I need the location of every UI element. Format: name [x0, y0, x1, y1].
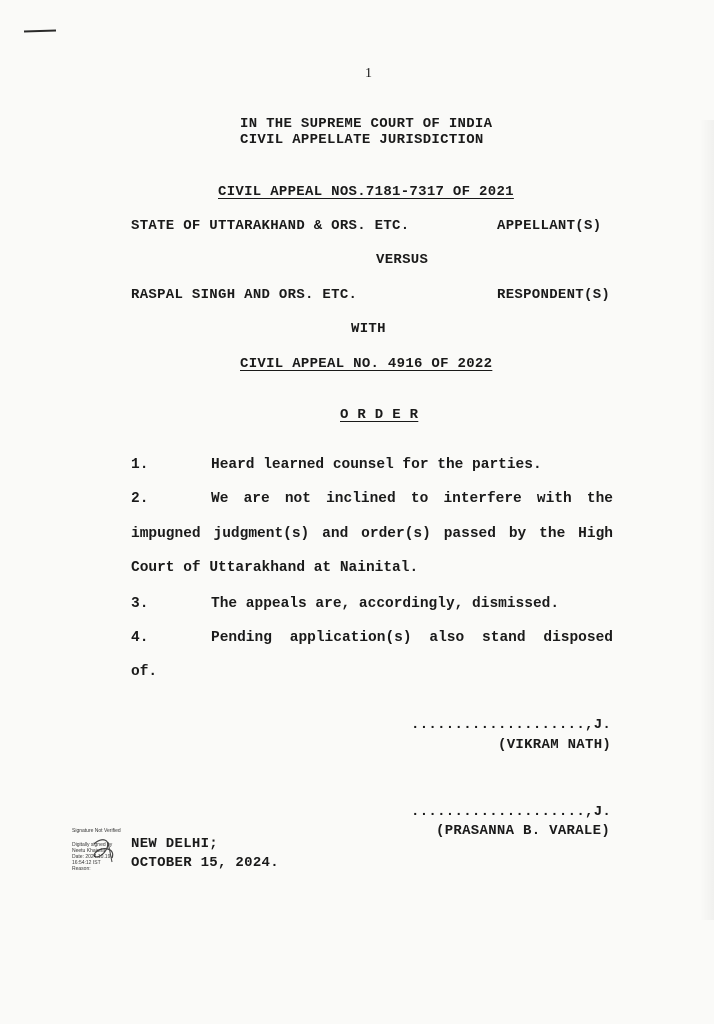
paragraph-text-line: We are not inclined to interfere with the	[211, 491, 613, 507]
stamp-line: Reason:	[72, 866, 91, 872]
stamp-line: Digitally signed by	[72, 842, 113, 848]
paragraph-number: 4.	[131, 630, 149, 646]
stamp-line: Neetu Khajuria	[72, 848, 106, 854]
signature-line: ....................,J.	[411, 804, 612, 820]
order-heading: O R D E R	[340, 407, 419, 423]
connected-case: CIVIL APPEAL NO. 4916 OF 2022	[240, 356, 493, 372]
stamp-line: 16:54:12 IST	[72, 860, 101, 866]
paragraph-text-line: Court of Uttarakhand at Nainital.	[131, 560, 419, 576]
page-number: 1	[365, 66, 372, 81]
paragraph-text-line: Pending application(s) also stand disposed	[211, 630, 613, 646]
respondent-role: RESPONDENT(S)	[497, 287, 611, 303]
paragraph-number: 1.	[131, 457, 149, 473]
place: NEW DELHI;	[131, 836, 219, 852]
paragraph-3	[131, 596, 613, 612]
judge-name: (PRASANNA B. VARALE)	[436, 823, 611, 839]
stamp-line: Date: 2024.10.19	[72, 854, 111, 860]
versus-label: VERSUS	[376, 252, 429, 268]
court-jurisdiction: CIVIL APPELLATE JURISDICTION	[240, 132, 484, 148]
respondent-name: RASPAL SINGH AND ORS. ETC.	[131, 287, 358, 303]
case-title: CIVIL APPEAL NOS.7181-7317 OF 2021	[218, 184, 514, 200]
digital-signature-stamp	[72, 828, 130, 872]
paragraph-2	[131, 491, 613, 507]
appellant-name: STATE OF UTTARAKHAND & ORS. ETC.	[131, 218, 410, 234]
paragraph-text: The appeals are, accordingly, dismissed.	[211, 596, 560, 612]
scan-mark	[24, 29, 56, 32]
stamp-line: Signature Not Verified	[72, 828, 121, 834]
scan-shadow	[700, 120, 714, 920]
order-date: OCTOBER 15, 2024.	[131, 855, 279, 871]
paragraph-text-line: of.	[131, 664, 158, 680]
judge-name: (VIKRAM NATH)	[498, 737, 612, 753]
with-label: WITH	[351, 321, 386, 337]
paragraph-number: 3.	[131, 596, 149, 612]
signature-line: ....................,J.	[411, 717, 612, 733]
appellant-role: APPELLANT(S)	[497, 218, 602, 234]
paragraph-number: 2.	[131, 491, 149, 507]
paragraph-4	[131, 630, 613, 646]
court-name: IN THE SUPREME COURT OF INDIA	[240, 116, 493, 132]
paragraph-1	[131, 457, 613, 473]
paragraph-text-line: impugned judgment(s) and order(s) passed by the High	[131, 526, 613, 542]
paragraph-text: Heard learned counsel for the parties.	[211, 457, 542, 473]
